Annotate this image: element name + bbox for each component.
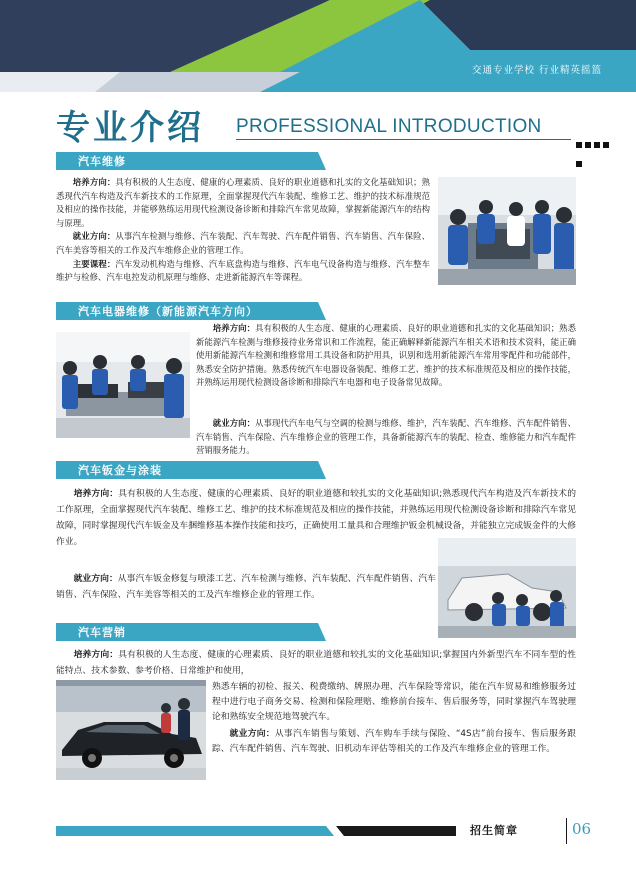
- section-title: 汽车钣金与涂装: [78, 464, 162, 477]
- section-4-body-side: [212, 680, 576, 757]
- photo-bodywork-workshop: [438, 538, 576, 638]
- section-header-auto-repair: [56, 152, 326, 170]
- paragraph: 就业方向：从事汽车检测与维修、汽车装配、汽车驾驶、汽车配件销售、汽车销售、汽车保险、汽车美容等相关的工作及汽车维修企业的管理工作。: [56, 231, 431, 255]
- footer-label: 招生简章: [470, 824, 518, 837]
- paragraph: 就业方向：从事汽车钣金修复与喷漆工艺、汽车检测与维修、汽车装配、汽车配件销售、汽车销售、汽车保险、汽车美容等相关的工及汽车维修企业的管理工作。: [56, 574, 436, 600]
- footer-divider: [566, 818, 567, 844]
- paragraph: 培养方向：具有积极的人生态度、健康的心理素质、良好的职业道德和较扎实的文化基础知识;熟悉现代汽车构造及汽车新技术的工作原理，全面掌握现代汽车装配、维修工艺、维护的技术标准规范及相应的操作技能，并熟练运用现代检测设备诊断和排除汽车常见故障，同时掌握现代汽车钣金及车捆维修基本操作技能和技巧，正确使用工量具和合理维护钣金机械设备，并能独立完成钣金件的大修作业。: [56, 489, 576, 547]
- paragraph: 培养方向：具有积极的人生态度、健康的心理素质、良好的职业道德和较扎实的文化基础知识;掌握国内外新型汽车不同车型的性能特点、技术参数、参考价格、日常维护和使用，: [56, 650, 576, 676]
- banner-graphic: [0, 0, 636, 92]
- footer-bar: [56, 826, 456, 836]
- section-title: 汽车电器维修（新能源汽车方向）: [78, 305, 258, 318]
- section-header-auto-marketing: [56, 623, 326, 641]
- section-2-body-top: [196, 322, 576, 390]
- page-title: 专业介绍: [56, 108, 204, 148]
- page-title-en: PROFESSIONAL INTRODUCTION: [236, 116, 542, 137]
- paragraph: 就业方向：从事汽车销售与策划、汽车购车手续与保险、“4S店”前台接车、售后服务跟踪、汽车配件销售、汽车驾驶、旧机动车评估等相关的工作及汽车维修企业的管理工作。: [212, 729, 576, 754]
- section-1-body: [56, 176, 430, 285]
- page-title-block: [56, 100, 616, 146]
- photo-car-showroom: [56, 680, 206, 780]
- section-header-sheet-metal: [56, 461, 326, 479]
- title-squares: [576, 133, 616, 171]
- title-rule: [236, 139, 571, 140]
- paragraph: 培养方向：具有积极的人生态度、健康的心理素质、良好的职业道德和扎实的文化基础知识；熟悉新能源汽车检测与维修接待业务常识和工作流程，能正确解释新能源汽车相关术语和技术资料，能正确使用新能源汽车检测和维修常用工具设备和防护用具，识别和选用新能源汽车常用零配件和功能部件，熟悉安全防护措施。熟悉传统汽车电器设备装配、维修工艺、维护的技术标准规范及相应的操作技能，并熟练运用现代检测设备诊断和排除汽车电器和电子设备常见故障。: [196, 323, 577, 388]
- section-4-body-top: [56, 647, 576, 679]
- paragraph: 主要课程：汽车发动机构造与维修、汽车底盘构造与维修、汽车电气设备构造与维修、汽车整车维护与检修、汽车电控发动机原理与维修、走进新能源汽车等课程。: [56, 258, 431, 283]
- section-title: 汽车营销: [78, 626, 126, 639]
- photo-electrical-lab: [56, 332, 190, 438]
- page-number: 06: [572, 820, 592, 838]
- paragraph: 熟悉车辆的初检、报关、税费缴纳、牌照办理、汽车保险等常识，能在汽车贸易和维修服务过程中进行电子商务交易、检测和保险理赔、维修前台接车、售后服务等，同时掌握汽车驾驶理论和熟练安全规范地驾驶汽车。: [212, 682, 576, 722]
- paragraph: 培养方向：具有积极的人生态度、健康的心理素质、良好的职业道德和扎实的文化基础知识；熟悉现代汽车构造及汽车新技术的工作原理，全面掌握现代汽车装配、维修工艺、维护的技术标准规范及相应的操作技能，并能够熟练运用现代检测设备诊断和排除汽车常见故障，掌握新能源汽车的结构与原理。: [56, 177, 431, 228]
- section-header-electrical-repair: [56, 302, 326, 320]
- banner-slogan: 交通专业学校 行业精英摇篮: [471, 65, 602, 76]
- top-banner: [0, 0, 636, 92]
- section-title: 汽车维修: [78, 155, 126, 168]
- section-2-body-bottom: [196, 417, 576, 458]
- photo-students-engine-lab: [438, 177, 576, 285]
- section-3-body-bottom: [56, 571, 436, 603]
- paragraph: 就业方向：从事现代汽车电气与空调的检测与维修、维护，汽车装配、汽车维修、汽车配件销售、汽车销售、汽车保险、汽车维修企业的管理工作，具备新能源汽车的装配、检查、维修能力和汽车配件营销服务能力。: [196, 418, 577, 456]
